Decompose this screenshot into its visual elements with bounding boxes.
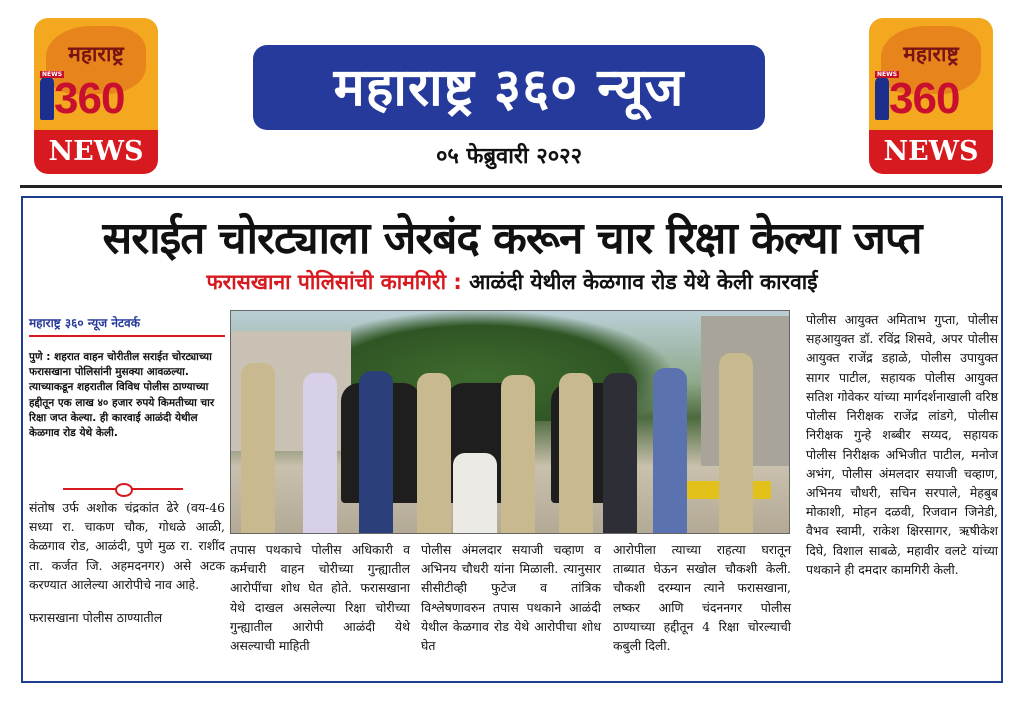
logo-top-text: महाराष्ट्र [68, 41, 124, 66]
logo-top-text: महाराष्ट्र [903, 41, 959, 66]
logo-right [869, 18, 993, 174]
photo-person [653, 368, 687, 533]
photo-person [417, 373, 451, 533]
logo-tag: NEWS [877, 71, 898, 78]
logo-top [869, 18, 993, 130]
column-2: तपास पथकाचे पोलीस अधिकारी व कर्मचारी वाहन चोरीच्या गुन्ह्यातील आरोपींचा शोध घेत होते. फरासखाना येथे दाखल असलेल्या रिक्षा चोरीच्या गुन्ह्यातील आरोपी आळंदी येथे असल्याची माहिती [230, 542, 410, 654]
logo-bottom-text: NEWS [34, 130, 158, 174]
column-3: पोलीस अंमलदार सयाजी चव्हाण व अभिनय चौधरी यांना मिळाली. त्यानुसार सीसीटीव्ही फुटेज व तांत्रिक विश्लेषणावरुन तपास पथकाने आळंदी येथील केळगाव रोड येथे आरोपीचा शोध घेत [421, 542, 601, 654]
logo-number: 360 [54, 74, 125, 123]
column-1-para-1: संतोष उर्फ अशोक चंद्रकांत ढेरे (वय-46 सध्या रा. चाकण चौक, गोधळे आळी, केळगाव रोड, आळंदी, पुणे मुळ रा. राशींद ता. कर्जत जि. अहमदनगर) असे अटक करण्यात आलेल्या आरोपीचे नाव आहे. [29, 500, 225, 592]
subhead-red: फरासखाना पोलिसांची कामगिरी : [206, 270, 470, 294]
photo-person [359, 371, 393, 533]
column-1 [29, 498, 225, 627]
article-byline: महाराष्ट्र ३६० न्यूज नेटवर्क [29, 314, 225, 337]
masthead-date: ०५ फेब्रुवारी २०२२ [435, 143, 583, 169]
masthead-divider [20, 185, 1002, 188]
photo-person [303, 373, 337, 533]
article-photo [230, 310, 790, 534]
logo-tag: NEWS [42, 71, 63, 78]
article-intro: पुणे : शहरात वाहन चोरीतील सराईत चोरट्याच्या फरासखाना पोलिसांनी मुसक्या आवळल्या. त्याच्याकडून शहरातील विविध पोलीस ठाण्याच्या हद्दीतून एक लाख ४० हजार रुपये किमतीच्या चार रिक्षा जप्त केल्या. ही कारवाई आळंदी येथील केळगाव रोड येथे केली. [29, 351, 215, 440]
photo-person [501, 375, 535, 533]
logo-bottom-text: NEWS [869, 130, 993, 174]
article-headline: सराईत चोरट्याला जेरबंद करून चार रिक्षा केल्या जप्त [102, 213, 922, 264]
ornament-divider [63, 488, 183, 490]
logo-left [34, 18, 158, 174]
logo-top [34, 18, 158, 130]
masthead-title: महाराष्ट्र ३६० न्यूज [253, 45, 765, 130]
photo-person [241, 363, 275, 533]
column-5: पोलीस आयुक्त अमिताभ गुप्ता, पोलीस सहआयुक्त डॉ. रविंद्र शिसवे, अपर पोलीस आयुक्त राजेंद्र डहाळे, पोलीस उपायुक्त सागर पाटील, सहायक पोलीस आयुक्त सतिश गोवेकर यांच्या मार्गदर्शनाखाली वरिष्ठ पोलीस निरीक्षक राजेंद्र लांडगे, पोलीस निरीक्षक गुन्हे शब्बीर सय्यद, सहायक पोलीस निरीक्षक अभिजीत पाटील, मनोज अभंग, पोलीस अंमलदार सयाजी चव्हाण, अभिनय चौधरी, सचिन सरपाले, मेहबुब मोकाशी, मोहन दळवी, रिजवान जिनेडी, वैभव स्वामी, राकेश क्षिरसागर, ऋषीकेश दिघे, विशाल साबळे, महावीर वलटे यांच्या पथकाने ही दमदार कामगिरी केली. [806, 312, 998, 577]
column-1-para-2: फरासखाना पोलीस ठाण्यातील [29, 610, 163, 626]
microphone-icon [40, 76, 54, 120]
microphone-icon [875, 76, 889, 120]
photo-person [603, 373, 637, 533]
photo-person [719, 353, 753, 533]
column-4: आरोपीला त्याच्या राहत्या घरातून ताब्यात घेऊन सखोल चौकशी केली. चौकशी दरम्यान त्याने फरासखाना, लष्कर आणि चंदननगर पोलीस ठाण्याच्या हद्दीतून 4 रिक्षा चोरल्याची कबुली दिली. [613, 542, 791, 654]
article-subhead [23, 268, 1001, 296]
article-frame [21, 196, 1003, 683]
photo-person [453, 453, 497, 533]
subhead-black: आळंदी येथील केळगाव रोड येथे केली कारवाई [469, 270, 818, 294]
photo-person [559, 373, 593, 533]
logo-number: 360 [889, 74, 960, 123]
